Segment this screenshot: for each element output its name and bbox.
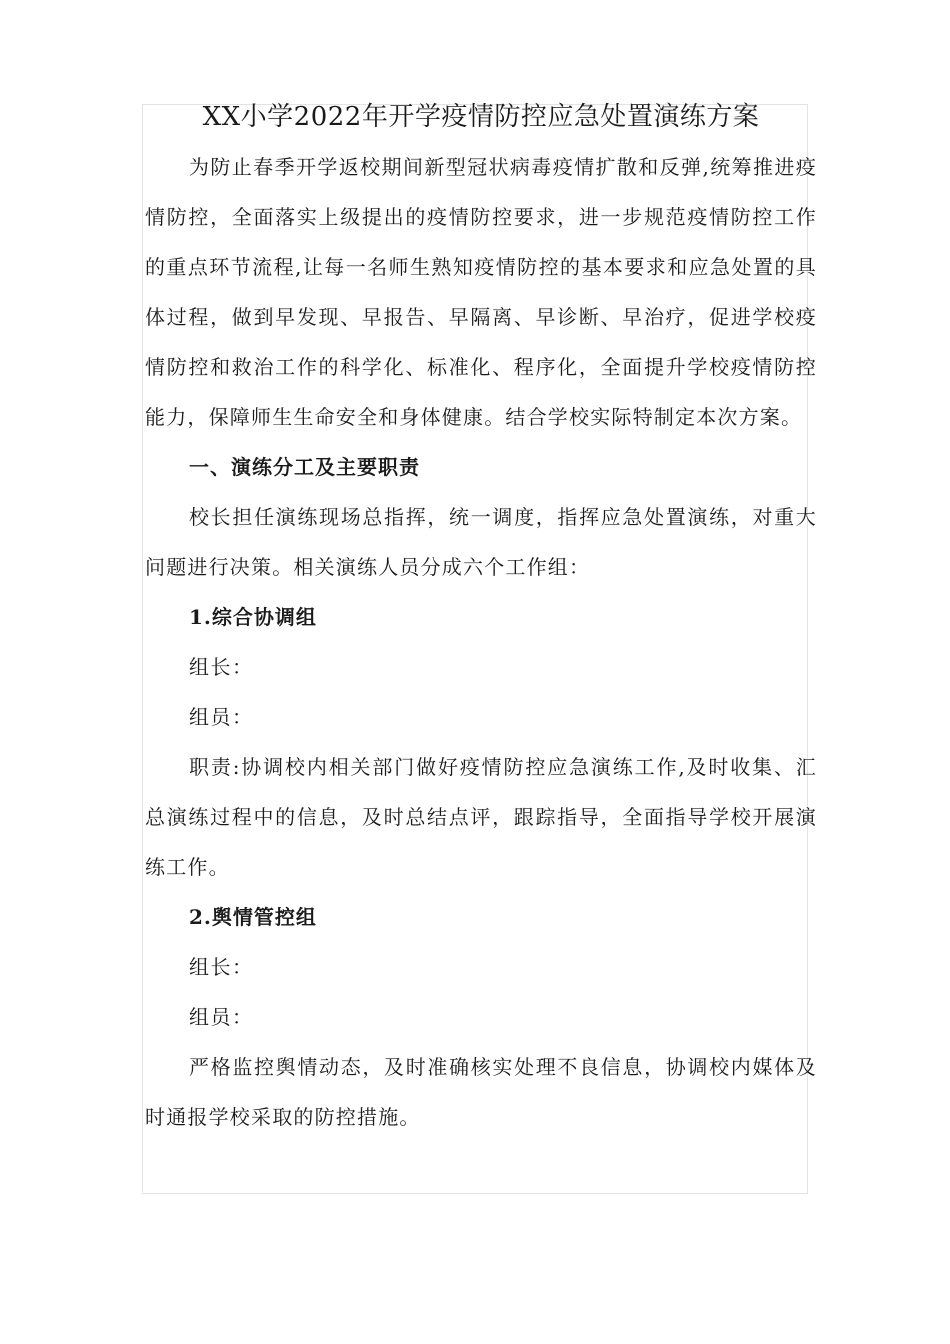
- public-opinion-group-duties: 严格监控舆情动态，及时准确核实处理不良信息，协调校内媒体及时通报学校采取的防控措施。: [145, 1055, 817, 1129]
- section-heading-division-of-duties: 一、演练分工及主要职责: [189, 455, 420, 479]
- commander-paragraph: 校长担任演练现场总指挥，统一调度，指挥应急处置演练，对重大问题进行决策。相关演练人员分成六个工作组：: [145, 505, 817, 579]
- public-opinion-group-members: 组员：: [189, 1005, 254, 1029]
- document-title: XX小学2022年开学疫情防控应急处置演练方案: [202, 102, 760, 132]
- public-opinion-group-leader: 组长：: [189, 955, 254, 979]
- subsection-heading-coordination-group: 1.综合协调组: [189, 605, 317, 629]
- document-body: [145, 92, 817, 1142]
- intro-paragraph: 为防止春季开学返校期间新型冠状病毒疫情扩散和反弹,统筹推进疫情防控，全面落实上级提出的疫情防控要求，进一步规范疫情防控工作的重点环节流程,让每一名师生熟知疫情防控的基本要求和应急处置的具体过程，做到早发现、早报告、早隔离、早诊断、早治疗，促进学校疫情防控和救治工作的科学化、标准化、程序化，全面提升学校疫情防控能力，保障师生生命安全和身体健康。结合学校实际特制定本次方案。: [145, 155, 817, 429]
- coordination-group-duties: 职责:协调校内相关部门做好疫情防控应急演练工作,及时收集、汇总演练过程中的信息，及时总结点评，跟踪指导，全面指导学校开展演练工作。: [145, 755, 817, 879]
- subsection-heading-public-opinion-group: 2.舆情管控组: [189, 905, 317, 929]
- coordination-group-leader: 组长：: [189, 655, 254, 679]
- coordination-group-members: 组员：: [189, 705, 254, 729]
